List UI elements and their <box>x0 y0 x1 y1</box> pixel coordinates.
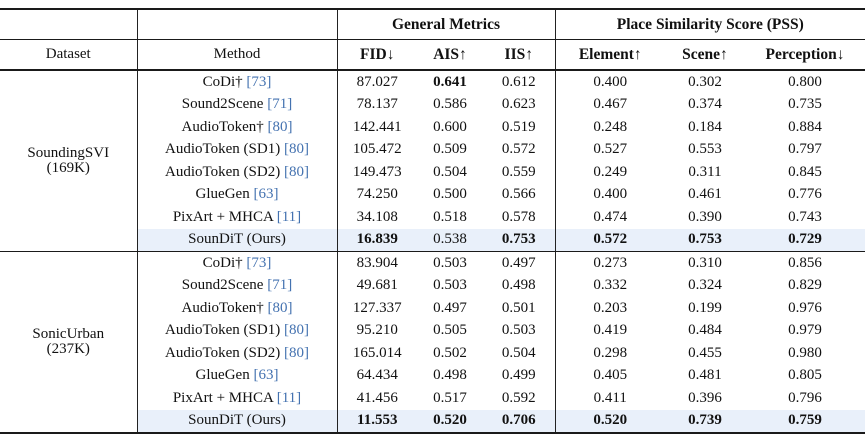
scene-value-cell: 0.481 <box>688 367 722 384</box>
method-name: GlueGen <box>195 367 250 384</box>
ais-value-cell: 0.503 <box>433 277 467 294</box>
citation-link[interactable]: [11] <box>276 389 302 406</box>
method-name: Sound2Scene <box>181 96 264 113</box>
perception-value-cell: 0.845 <box>788 163 822 180</box>
fid-value-cell: 83.904 <box>337 252 417 275</box>
element-value-cell: 0.273 <box>555 252 665 275</box>
method-name: PixArt + MHCA <box>172 389 273 406</box>
col-header-fid: FID↓ <box>337 40 417 71</box>
method-cell <box>137 70 337 94</box>
ais-value-cell: 0.505 <box>433 322 467 339</box>
iis-value-cell: 0.612 <box>501 73 536 90</box>
scene-value-cell: 0.324 <box>688 277 722 294</box>
scene-value-cell: 0.184 <box>688 118 722 135</box>
perception-value-cell: 0.979 <box>788 322 822 339</box>
element-value-cell: 0.520 <box>555 410 665 434</box>
method-name: AudioToken (SD2) <box>165 344 281 361</box>
element-value-cell: 0.249 <box>555 161 665 184</box>
fid-value-cell: 16.839 <box>337 229 417 252</box>
element-value-cell: 0.572 <box>555 229 665 252</box>
dataset-size: (237K) <box>46 341 90 357</box>
iis-value-cell: 0.499 <box>501 367 536 384</box>
dataset-name: SonicUrban <box>32 326 105 342</box>
scene-value-cell: 0.310 <box>688 254 722 271</box>
method-cell <box>137 139 337 162</box>
scene-value-cell: 0.455 <box>688 344 722 361</box>
method-name: AudioToken† <box>181 118 264 135</box>
fid-value-cell: 165.014 <box>337 342 417 365</box>
fid-value-cell: 41.456 <box>337 387 417 410</box>
method-name: AudioToken (SD2) <box>165 163 281 180</box>
method-cell <box>137 365 337 388</box>
dataset-cell <box>0 70 137 252</box>
table-row <box>0 252 865 275</box>
method-cell <box>137 410 337 434</box>
dataset-name: SoundingSVI <box>27 145 110 161</box>
perception-value-cell: 0.743 <box>788 208 822 225</box>
iis-value-cell: 0.519 <box>501 118 536 135</box>
perception-value-cell: 0.759 <box>745 410 865 434</box>
group-header-row <box>0 9 865 40</box>
iis-value-cell: 0.753 <box>483 229 555 252</box>
ais-value-cell: 0.502 <box>433 344 467 361</box>
ais-value-cell: 0.500 <box>433 186 467 203</box>
element-value-cell: 0.203 <box>555 297 665 320</box>
perception-value-cell: 0.976 <box>788 299 822 316</box>
table-row <box>0 70 865 94</box>
method-cell <box>137 116 337 139</box>
iis-value-cell: 0.623 <box>501 96 536 113</box>
dataset-size: (169K) <box>46 160 90 176</box>
ais-value-cell: 0.504 <box>433 163 467 180</box>
scene-value-cell: 0.553 <box>688 141 722 158</box>
fid-value-cell: 127.337 <box>337 297 417 320</box>
fid-value-cell: 149.473 <box>337 161 417 184</box>
method-name: SounDiT (Ours) <box>188 412 286 429</box>
method-cell <box>137 320 337 343</box>
perception-value-cell: 0.829 <box>788 277 822 294</box>
fid-value-cell: 78.137 <box>337 94 417 117</box>
ais-value-cell: 0.586 <box>433 96 467 113</box>
element-value-cell: 0.527 <box>555 139 665 162</box>
perception-value-cell: 0.980 <box>788 344 822 361</box>
iis-value-cell: 0.559 <box>501 163 536 180</box>
scene-value-cell: 0.311 <box>688 163 722 180</box>
element-value-cell: 0.419 <box>555 320 665 343</box>
method-cell <box>137 206 337 229</box>
method-cell <box>137 184 337 207</box>
ais-value-cell: 0.520 <box>417 410 483 434</box>
perception-value-cell: 0.729 <box>745 229 865 252</box>
element-value-cell: 0.298 <box>555 342 665 365</box>
empty-dataset-header-cell <box>0 9 137 40</box>
perception-value-cell: 0.805 <box>788 367 822 384</box>
scene-value-cell: 0.396 <box>688 389 722 406</box>
iis-value-cell: 0.572 <box>501 141 536 158</box>
scene-value-cell: 0.390 <box>688 208 722 225</box>
fid-value-cell: 11.553 <box>337 410 417 434</box>
element-value-cell: 0.467 <box>555 94 665 117</box>
element-value-cell: 0.474 <box>555 206 665 229</box>
fid-value-cell: 74.250 <box>337 184 417 207</box>
element-value-cell: 0.405 <box>555 365 665 388</box>
method-cell <box>137 297 337 320</box>
ais-value-cell: 0.641 <box>433 73 467 90</box>
col-header-method: Method <box>137 40 337 71</box>
fid-value-cell: 142.441 <box>337 116 417 139</box>
iis-value-cell: 0.501 <box>501 299 536 316</box>
perception-value-cell: 0.735 <box>788 96 822 113</box>
citation-link[interactable]: [73] <box>246 254 272 271</box>
citation-link[interactable]: [63] <box>253 367 279 384</box>
method-name: PixArt + MHCA <box>172 208 273 225</box>
perception-value-cell: 0.776 <box>788 186 822 203</box>
col-header-dataset: Dataset <box>0 40 137 71</box>
scene-value-cell: 0.374 <box>688 96 722 113</box>
citation-link[interactable]: [80] <box>267 299 293 316</box>
citation-link[interactable]: [11] <box>276 208 302 225</box>
dataset-cell <box>0 252 137 434</box>
iis-value-cell: 0.497 <box>501 254 536 271</box>
iis-value-cell: 0.503 <box>501 322 536 339</box>
method-cell <box>137 275 337 298</box>
citation-link[interactable]: [80] <box>283 344 309 361</box>
element-value-cell: 0.332 <box>555 275 665 298</box>
element-value-cell: 0.248 <box>555 116 665 139</box>
fid-value-cell: 87.027 <box>337 70 417 94</box>
iis-value-cell: 0.706 <box>483 410 555 434</box>
method-cell <box>137 387 337 410</box>
method-name: CoDi† <box>202 254 243 271</box>
scene-value-cell: 0.302 <box>688 73 722 90</box>
method-cell <box>137 94 337 117</box>
citation-link[interactable]: [80] <box>283 322 309 339</box>
element-value-cell: 0.400 <box>555 70 665 94</box>
iis-value-cell: 0.578 <box>501 208 536 225</box>
method-cell <box>137 161 337 184</box>
col-header-element: Element↑ <box>555 40 665 71</box>
method-name: AudioToken (SD1) <box>165 322 281 339</box>
scene-value-cell: 0.199 <box>688 299 722 316</box>
fid-value-cell: 64.434 <box>337 365 417 388</box>
method-name: AudioToken (SD1) <box>165 141 281 158</box>
ais-value-cell: 0.600 <box>433 118 467 135</box>
ais-value-cell: 0.538 <box>417 229 483 252</box>
citation-link[interactable]: [73] <box>246 73 272 90</box>
column-header-row <box>0 40 865 71</box>
scene-value-cell: 0.739 <box>665 410 745 434</box>
fid-value-cell: 105.472 <box>337 139 417 162</box>
method-name: GlueGen <box>195 186 250 203</box>
ais-value-cell: 0.509 <box>433 141 467 158</box>
method-name: AudioToken† <box>181 299 264 316</box>
iis-value-cell: 0.592 <box>501 389 536 406</box>
group-header-general-metrics: General Metrics <box>337 9 555 40</box>
method-cell <box>137 229 337 252</box>
scene-value-cell: 0.484 <box>688 322 722 339</box>
col-header-scene: Scene↑ <box>665 40 745 71</box>
citation-link[interactable]: [80] <box>283 163 309 180</box>
scene-value-cell: 0.753 <box>665 229 745 252</box>
ais-value-cell: 0.518 <box>433 208 467 225</box>
perception-value-cell: 0.796 <box>788 389 822 406</box>
citation-link[interactable]: [80] <box>283 141 309 158</box>
fid-value-cell: 95.210 <box>337 320 417 343</box>
scene-value-cell: 0.461 <box>688 186 722 203</box>
element-value-cell: 0.411 <box>555 387 665 410</box>
col-header-ais: AIS↑ <box>417 40 483 71</box>
perception-value-cell: 0.800 <box>788 73 822 90</box>
col-header-iis: IIS↑ <box>483 40 555 71</box>
ais-value-cell: 0.498 <box>433 367 467 384</box>
perception-value-cell: 0.884 <box>788 118 822 135</box>
method-name: CoDi† <box>202 73 243 90</box>
method-cell <box>137 252 337 275</box>
citation-link[interactable]: [63] <box>253 186 279 203</box>
ais-value-cell: 0.517 <box>433 389 467 406</box>
col-header-perception: Perception↓ <box>745 40 865 71</box>
iis-value-cell: 0.498 <box>501 277 536 294</box>
ais-value-cell: 0.497 <box>433 299 467 316</box>
element-value-cell: 0.400 <box>555 184 665 207</box>
results-table <box>0 8 865 434</box>
perception-value-cell: 0.797 <box>788 141 822 158</box>
fid-value-cell: 49.681 <box>337 275 417 298</box>
iis-value-cell: 0.504 <box>501 344 536 361</box>
empty-method-header-cell <box>137 9 337 40</box>
citation-link[interactable]: [71] <box>267 277 293 294</box>
group-header-pss: Place Similarity Score (PSS) <box>555 9 865 40</box>
ais-value-cell: 0.503 <box>433 254 467 271</box>
perception-value-cell: 0.856 <box>788 254 822 271</box>
method-name: SounDiT (Ours) <box>188 231 286 248</box>
method-cell <box>137 342 337 365</box>
citation-link[interactable]: [71] <box>267 96 293 113</box>
method-name: Sound2Scene <box>181 277 264 294</box>
fid-value-cell: 34.108 <box>337 206 417 229</box>
iis-value-cell: 0.566 <box>501 186 536 203</box>
citation-link[interactable]: [80] <box>267 118 293 135</box>
